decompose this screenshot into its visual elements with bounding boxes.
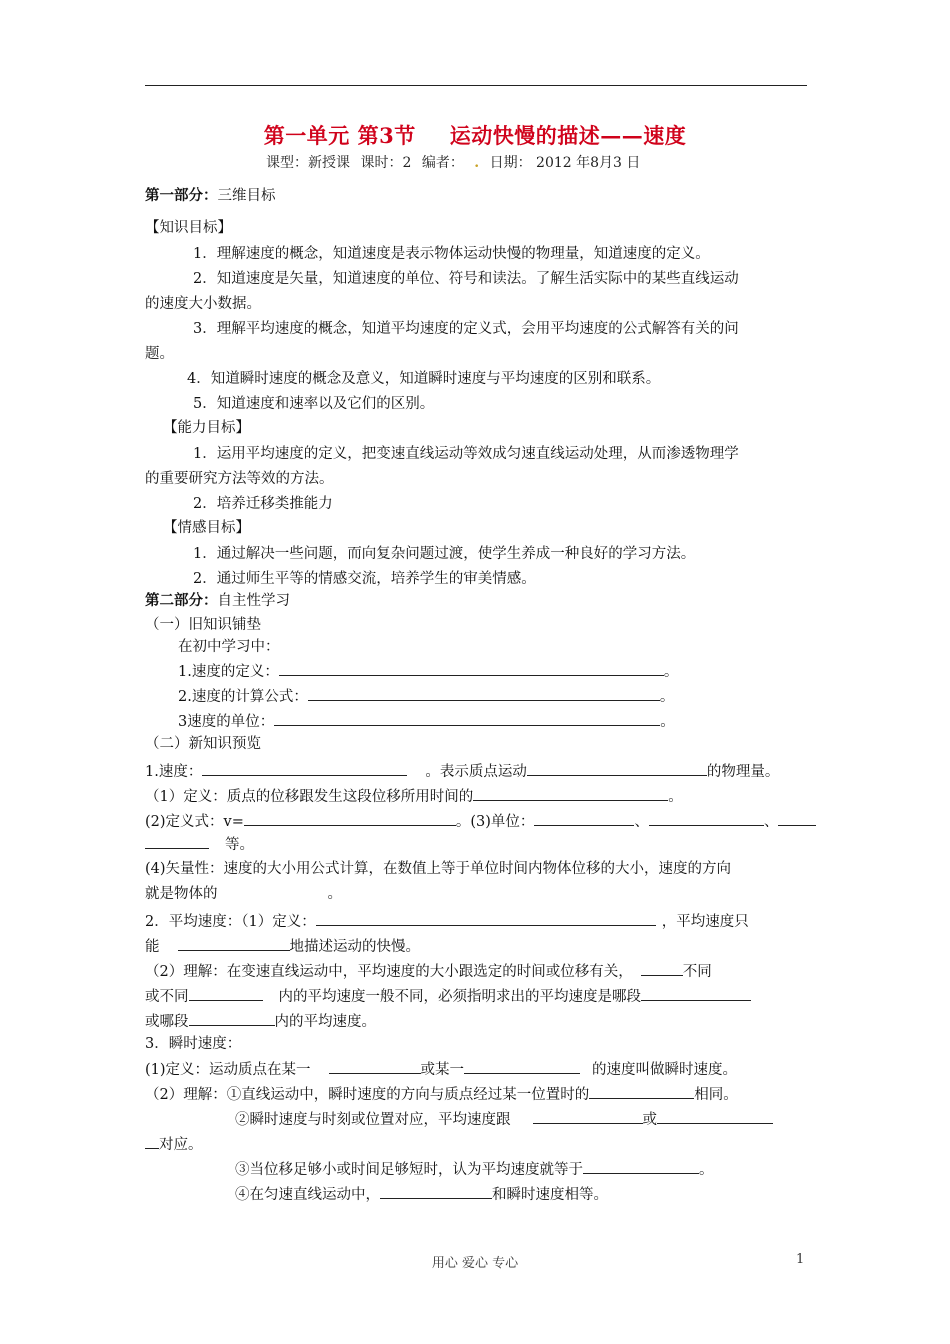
blank-field[interactable]: [583, 1158, 699, 1174]
new-item-formula: (2)定义式：v= 。(3)单位： 、 、: [145, 810, 816, 833]
old-item-3: 3速度的单位： 。: [178, 710, 675, 733]
new-knowledge-title: （二）新知识预览: [145, 736, 261, 752]
instant-speed-title: 3．瞬时速度：: [145, 1036, 242, 1052]
instant-speed-understanding-1: （2）理解：①直线运动中，瞬时速度的方向与质点经过某一位置时的 相同。: [145, 1083, 738, 1106]
blank-field[interactable]: [778, 810, 816, 826]
page-footer: 用心 爱心 专心: [431, 1256, 519, 1271]
meta-date: 日期： 2012 年8月3 日: [489, 155, 641, 171]
page-number: 1: [796, 1252, 805, 1267]
avg-speed-definition: 2．平均速度：（1）定义： ，平均速度只: [145, 910, 749, 933]
blank-field[interactable]: [244, 810, 456, 826]
page-title: [0, 120, 950, 150]
old-knowledge-intro: 在初中学习中：: [178, 639, 280, 655]
old-knowledge-title: （一）旧知识铺垫: [145, 617, 261, 633]
emotion-label: 【情感目标】: [163, 520, 250, 536]
blank-field[interactable]: [527, 760, 707, 776]
blank-field[interactable]: [641, 985, 751, 1001]
blank-field[interactable]: [145, 833, 209, 849]
avg-speed-definition-cont: 能 地描述运动的快慢。: [145, 935, 420, 958]
meta-hours: 课时：2: [360, 155, 412, 171]
knowledge-item-4: 4．知道瞬时速度的概念及意义，知道瞬时速度与平均速度的区别和联系。: [187, 371, 661, 387]
instant-speed-understanding-2: ②瞬时速度与时刻或位置对应，平均速度跟 或: [235, 1108, 773, 1131]
blank-field[interactable]: [145, 1133, 159, 1149]
new-item-definition: （1）定义：质点的位移跟发生这段位移所用时间的 。: [145, 785, 683, 808]
instant-speed-understanding-2-cont: 对应。: [145, 1133, 203, 1156]
blank-field[interactable]: [178, 935, 290, 951]
blank-field[interactable]: [641, 960, 683, 976]
blank-field[interactable]: [534, 810, 634, 826]
ability-item-2: 2．培养迁移类推能力: [193, 496, 333, 512]
knowledge-item-2b: 的速度大小数据。: [145, 296, 261, 312]
blank-field[interactable]: [316, 910, 656, 926]
ability-label: 【能力目标】: [163, 420, 250, 436]
blank-field[interactable]: [380, 1183, 492, 1199]
emotion-item-2: 2．通过师生平等的情感交流，培养学生的审美情感。: [193, 571, 536, 587]
instant-speed-definition: (1)定义：运动质点在某一 或某一 的速度叫做瞬时速度。: [145, 1058, 737, 1081]
meta-editor-mark: .: [474, 155, 480, 171]
section2-heading: 第二部分：自主性学习: [145, 592, 290, 609]
new-item-vector-a: (4)矢量性：速度的大小用公式计算，在数值上等于单位时间内物体位移的大小，速度的方向: [145, 861, 732, 877]
knowledge-label: 【知识目标】: [145, 220, 232, 236]
blank-field[interactable]: [279, 660, 664, 676]
blank-field[interactable]: [464, 1058, 580, 1074]
blank-field[interactable]: [308, 685, 660, 701]
meta-type: 课型：新授课: [266, 155, 350, 171]
meta-editor: 编者：: [421, 155, 464, 171]
section1-heading: 第一部分：三维目标: [145, 187, 276, 204]
avg-speed-understanding-c: 或哪段 内的平均速度。: [145, 1010, 376, 1033]
knowledge-item-3b: 题。: [145, 346, 174, 362]
header-rule: [145, 85, 807, 86]
blank-field[interactable]: [649, 810, 764, 826]
new-item-vector-b: 就是物体的 。: [145, 886, 342, 902]
blank-field[interactable]: [533, 1108, 643, 1124]
blank-field[interactable]: [329, 1058, 421, 1074]
avg-speed-understanding-b: 或不同 内的平均速度一般不同，必须指明求出的平均速度是哪段: [145, 985, 751, 1008]
lesson-meta: [266, 152, 646, 172]
knowledge-item-2a: 2．知道速度是矢量，知道速度的单位、符号和读法。了解生活实际中的某些直线运动: [193, 271, 739, 287]
blank-field[interactable]: [274, 710, 660, 726]
knowledge-item-5: 5．知道速度和速率以及它们的区别。: [193, 396, 435, 412]
emotion-item-1: 1．通过解决一些问题，而向复杂问题过渡，使学生养成一种良好的学习方法。: [193, 546, 696, 562]
instant-speed-understanding-4: ④在匀速直线运动中， 和瞬时速度相等。: [235, 1183, 608, 1206]
title-topic: 运动快慢的描述——速度: [449, 123, 687, 148]
old-item-1: 1.速度的定义： 。: [178, 660, 678, 683]
ability-item-1b: 的重要研究方法等效的方法。: [145, 471, 334, 487]
avg-speed-understanding-a: （2）理解：在变速直线运动中，平均速度的大小跟选定的时间或位移有关， 不同: [145, 960, 712, 983]
blank-field[interactable]: [657, 1108, 773, 1124]
title-unit: 第一单元 第3节: [263, 123, 416, 148]
knowledge-item-3a: 3．理解平均速度的概念，知道平均速度的定义式，会用平均速度的公式解答有关的问: [193, 321, 739, 337]
blank-field[interactable]: [589, 1083, 694, 1099]
blank-field[interactable]: [473, 785, 668, 801]
instant-speed-understanding-3: ③当位移足够小或时间足够短时，认为平均速度就等于 。: [235, 1158, 714, 1181]
ability-item-1a: 1．运用平均速度的定义，把变速直线运动等效成匀速直线运动处理，从而渗透物理学: [193, 446, 739, 462]
knowledge-item-1: 1．理解速度的概念，知道速度是表示物体运动快慢的物理量，知道速度的定义。: [193, 246, 710, 262]
new-item-speed: 1.速度： 。表示质点运动 的物理量。: [145, 760, 779, 783]
old-item-2: 2.速度的计算公式： 。: [178, 685, 674, 708]
blank-field[interactable]: [189, 1010, 275, 1026]
blank-field[interactable]: [189, 985, 263, 1001]
new-item-formula-cont: 等。: [145, 833, 254, 856]
blank-field[interactable]: [202, 760, 407, 776]
